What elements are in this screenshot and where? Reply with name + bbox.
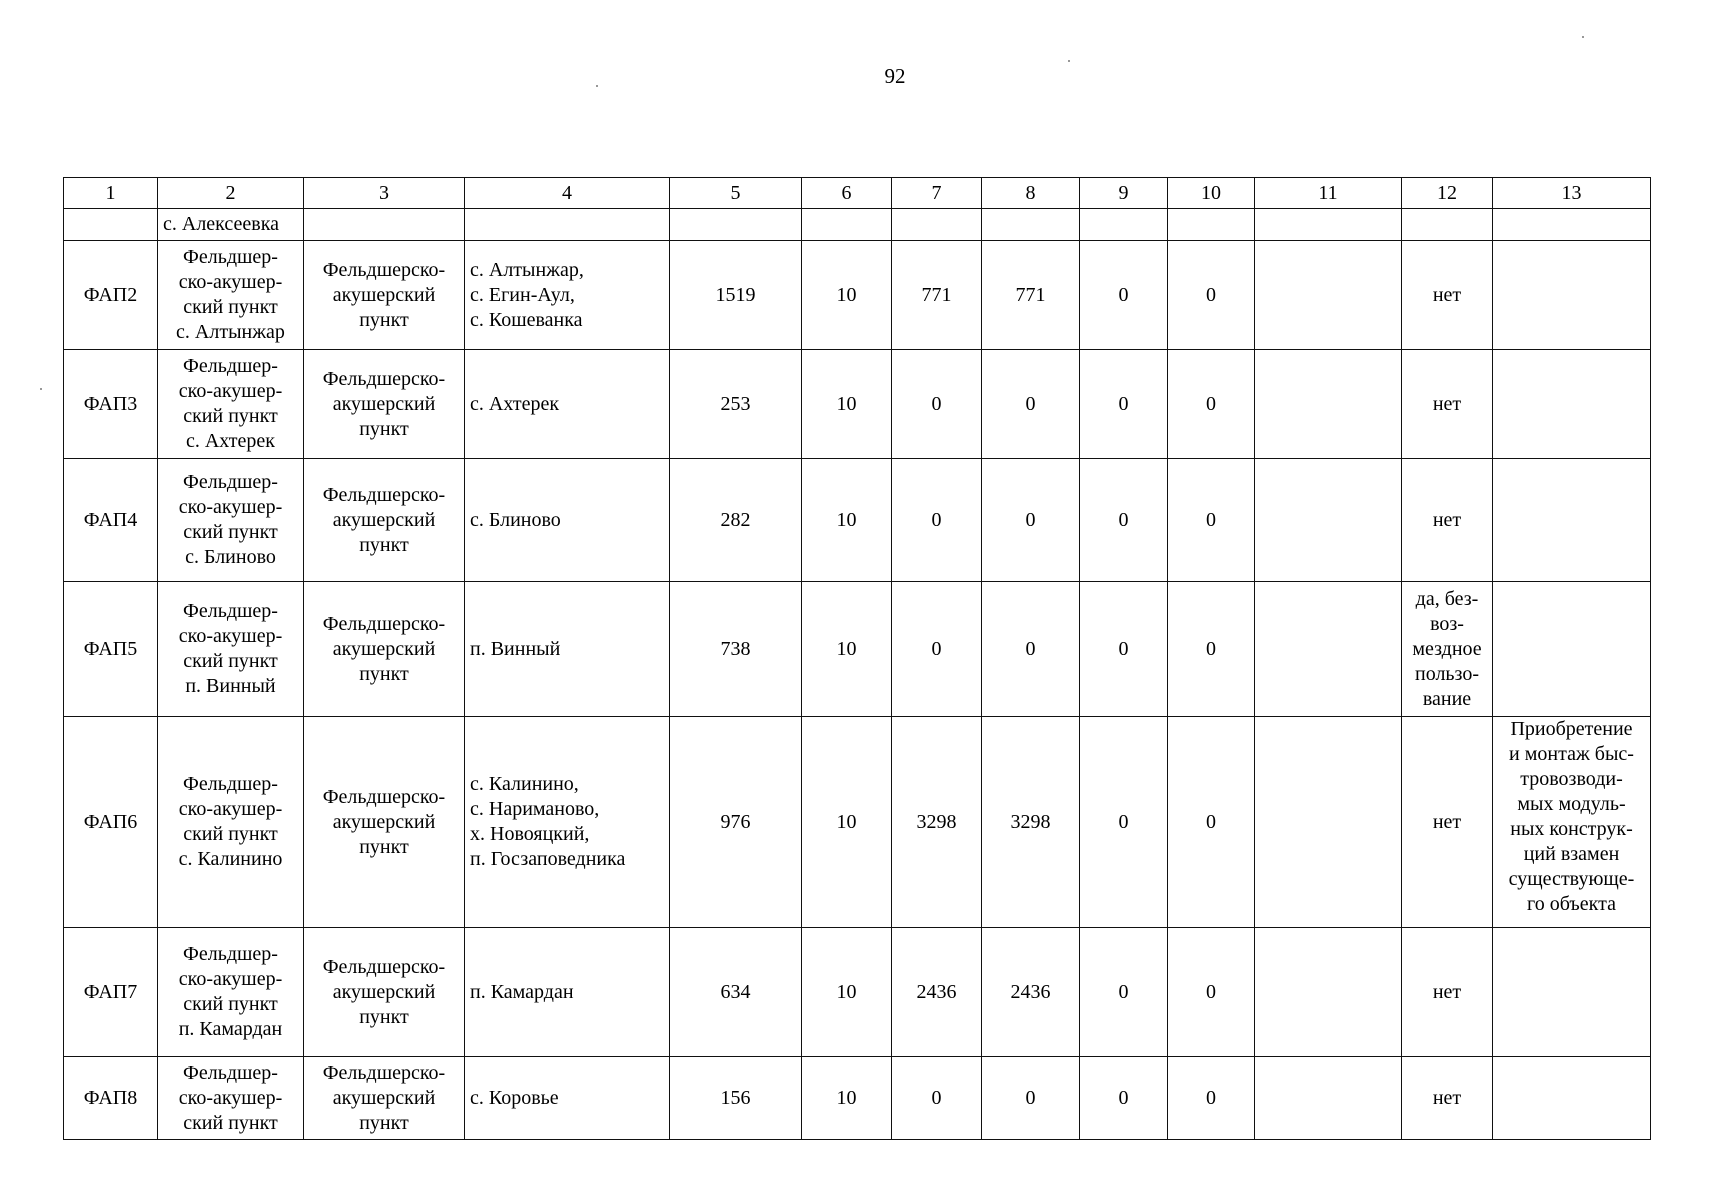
table-cell-col-8 bbox=[982, 241, 1080, 350]
cell-text: Фельдшер- ско-акушер- ский пункт п. Винный bbox=[178, 600, 283, 697]
table-cell-col-7 bbox=[892, 241, 982, 350]
cell-text: нет bbox=[1432, 392, 1462, 415]
cell-text: ФАП5 bbox=[83, 637, 138, 660]
cell-text: Фельдшерско- акушерский пункт bbox=[322, 1061, 446, 1134]
cell-text: Фельдшер- ско-акушер- ский пункт с. Алтынжар bbox=[176, 246, 285, 343]
cell-text: нет bbox=[1432, 508, 1462, 531]
table-cell-col-10 bbox=[1168, 459, 1255, 582]
table-body bbox=[64, 178, 1651, 1140]
column-number: 6 bbox=[802, 178, 892, 209]
table-row bbox=[64, 459, 1651, 582]
column-number: 5 bbox=[670, 178, 802, 209]
table-cell-col-8 bbox=[982, 928, 1080, 1057]
cell-text: 10 bbox=[836, 508, 857, 531]
table-cell-col-13 bbox=[1493, 582, 1651, 717]
table-cell-col-6 bbox=[802, 459, 892, 582]
cell-text: п. Винный bbox=[470, 637, 561, 660]
table-cell-col-1 bbox=[64, 459, 158, 582]
table-cell-col-3 bbox=[304, 928, 465, 1057]
cell-text: 0 bbox=[931, 637, 942, 660]
table-cell-col-6 bbox=[802, 209, 892, 241]
cell-text: 10 bbox=[836, 283, 857, 306]
table-cell-col-5 bbox=[670, 241, 802, 350]
cell-text: Фельдшер- ско-акушер- ский пункт с. Ахтерек bbox=[178, 355, 283, 452]
column-number: 3 bbox=[304, 178, 465, 209]
cell-text: да, без- воз- мездное пользо- вание bbox=[1412, 587, 1482, 710]
cell-text: 0 bbox=[1206, 1086, 1216, 1109]
cell-text: с. Алексеевка bbox=[163, 213, 280, 235]
table-cell-col-6 bbox=[802, 1057, 892, 1140]
table-cell-col-4 bbox=[465, 717, 670, 928]
cell-text: с. Блиново bbox=[470, 508, 561, 531]
table-cell-col-5 bbox=[670, 582, 802, 717]
cell-text: 3298 bbox=[916, 810, 957, 833]
cell-text: ФАП4 bbox=[83, 508, 138, 531]
cell-text: 2436 bbox=[916, 980, 957, 1003]
table-cell-col-12 bbox=[1402, 350, 1493, 459]
table-cell-col-5 bbox=[670, 459, 802, 582]
table-cell-col-10 bbox=[1168, 582, 1255, 717]
table-cell-col-8 bbox=[982, 209, 1080, 241]
cell-text: нет bbox=[1432, 980, 1462, 1003]
table-cell-col-13 bbox=[1493, 717, 1651, 928]
table-cell-col-6 bbox=[802, 582, 892, 717]
table-cell-col-4 bbox=[465, 459, 670, 582]
cell-text: ФАП8 bbox=[83, 1086, 138, 1109]
cell-text: 0 bbox=[931, 392, 942, 415]
cell-text: с. Ахтерек bbox=[470, 392, 560, 415]
table-cell-col-6 bbox=[802, 241, 892, 350]
cell-text: нет bbox=[1432, 1086, 1462, 1109]
column-number: 8 bbox=[982, 178, 1080, 209]
cell-text: 0 bbox=[1025, 508, 1036, 531]
table-cell-col-4 bbox=[465, 209, 670, 241]
table-cell-col-12 bbox=[1402, 1057, 1493, 1140]
column-number: 2 bbox=[158, 178, 304, 209]
table-cell-col-7 bbox=[892, 459, 982, 582]
scan-speck bbox=[1068, 60, 1070, 62]
table-cell-col-13 bbox=[1493, 459, 1651, 582]
cell-text: 10 bbox=[836, 1086, 857, 1109]
cell-text: 282 bbox=[720, 508, 751, 531]
cell-text: 0 bbox=[1206, 810, 1216, 833]
scan-speck bbox=[1582, 36, 1584, 38]
table-cell-col-7 bbox=[892, 1057, 982, 1140]
table-cell-col-7 bbox=[892, 717, 982, 928]
cell-text: 3298 bbox=[1010, 810, 1051, 833]
table-cell-col-11 bbox=[1255, 928, 1402, 1057]
cell-text: 1519 bbox=[715, 283, 756, 306]
cell-text: ФАП2 bbox=[83, 283, 138, 306]
table-cell-col-3 bbox=[304, 209, 465, 241]
table-cell-col-1 bbox=[64, 717, 158, 928]
cell-text: ФАП7 bbox=[83, 980, 138, 1003]
table-cell-col-2 bbox=[158, 209, 304, 241]
column-number: 10 bbox=[1168, 178, 1255, 209]
table-cell-col-11 bbox=[1255, 350, 1402, 459]
table-cell-col-1 bbox=[64, 1057, 158, 1140]
cell-text: 0 bbox=[1206, 637, 1216, 660]
cell-text: 0 bbox=[1025, 392, 1036, 415]
table-cell-col-8 bbox=[982, 1057, 1080, 1140]
table-cell-col-3 bbox=[304, 350, 465, 459]
table-cell-col-12 bbox=[1402, 717, 1493, 928]
table-cell-col-9 bbox=[1080, 241, 1168, 350]
cell-text: Фельдшерско- акушерский пункт bbox=[322, 785, 446, 858]
column-number: 4 bbox=[465, 178, 670, 209]
table-cell-col-7 bbox=[892, 350, 982, 459]
table-cell-col-10 bbox=[1168, 241, 1255, 350]
table-cell-col-10 bbox=[1168, 1057, 1255, 1140]
table-cell-col-9 bbox=[1080, 209, 1168, 241]
table-cell-col-13 bbox=[1493, 1057, 1651, 1140]
table-cell-col-6 bbox=[802, 350, 892, 459]
cell-text: с. Калинино, с. Нариманово, х. Новояцкий, п. Госзаповедника bbox=[470, 773, 626, 870]
table-row bbox=[64, 241, 1651, 350]
cell-text: 0 bbox=[1118, 508, 1129, 531]
column-number: 1 bbox=[64, 178, 158, 209]
cell-text: нет bbox=[1432, 810, 1462, 833]
table-cell-col-13 bbox=[1493, 241, 1651, 350]
table-cell-col-5 bbox=[670, 209, 802, 241]
column-number: 12 bbox=[1402, 178, 1493, 209]
table-cell-col-9 bbox=[1080, 459, 1168, 582]
table-row bbox=[64, 350, 1651, 459]
cell-text: 156 bbox=[720, 1086, 751, 1109]
cell-text: 10 bbox=[836, 810, 857, 833]
table-cell-col-5 bbox=[670, 350, 802, 459]
table-cell-col-7 bbox=[892, 582, 982, 717]
cell-text: 0 bbox=[1206, 980, 1216, 1003]
table-cell-col-11 bbox=[1255, 241, 1402, 350]
cell-text: 0 bbox=[1118, 392, 1129, 415]
table-cell-col-8 bbox=[982, 582, 1080, 717]
column-number-row bbox=[64, 178, 1651, 209]
table-cell-col-4 bbox=[465, 350, 670, 459]
cell-text: 0 bbox=[931, 1086, 942, 1109]
table-cell-col-9 bbox=[1080, 717, 1168, 928]
table-cell-col-13 bbox=[1493, 350, 1651, 459]
table-cell-col-8 bbox=[982, 717, 1080, 928]
cell-text: 771 bbox=[921, 283, 952, 306]
facility-table bbox=[63, 177, 1651, 1140]
cell-text: 0 bbox=[1206, 508, 1216, 531]
cell-text: 253 bbox=[720, 392, 751, 415]
table-cell-col-2 bbox=[158, 1057, 304, 1140]
cell-text: 0 bbox=[1118, 810, 1129, 833]
table-cell-col-11 bbox=[1255, 209, 1402, 241]
cell-text: 10 bbox=[836, 392, 857, 415]
table-cell-col-4 bbox=[465, 241, 670, 350]
column-number: 13 bbox=[1493, 178, 1651, 209]
table-cell-col-3 bbox=[304, 717, 465, 928]
table-cell-col-4 bbox=[465, 1057, 670, 1140]
cell-text: 0 bbox=[1118, 283, 1129, 306]
table-cell-col-2 bbox=[158, 459, 304, 582]
table-cell-col-8 bbox=[982, 350, 1080, 459]
cell-text: Фельдшер- ско-акушер- ский пункт с. Блиново bbox=[178, 471, 283, 568]
table-cell-col-11 bbox=[1255, 717, 1402, 928]
cell-text: Фельдшерско- акушерский пункт bbox=[322, 258, 446, 331]
table-cell-col-3 bbox=[304, 582, 465, 717]
cell-text: Фельдшерско- акушерский пункт bbox=[322, 367, 446, 440]
cell-text: 10 bbox=[836, 637, 857, 660]
table-cell-col-5 bbox=[670, 717, 802, 928]
table-cell-col-12 bbox=[1402, 928, 1493, 1057]
cell-text: 0 bbox=[931, 508, 942, 531]
table-cell-col-12 bbox=[1402, 582, 1493, 717]
cell-text: с. Алтынжар, с. Егин-Аул, с. Кошеванка bbox=[470, 258, 584, 331]
cell-text: Фельдшер- ско-акушер- ский пункт п. Камардан bbox=[178, 943, 283, 1040]
cell-text: Фельдшерско- акушерский пункт bbox=[322, 955, 446, 1028]
cell-text: 0 bbox=[1025, 637, 1036, 660]
cell-text: Фельдшерско- акушерский пункт bbox=[322, 483, 446, 556]
cell-text: 10 bbox=[836, 980, 857, 1003]
table-cell-col-1 bbox=[64, 582, 158, 717]
table-row bbox=[64, 582, 1651, 717]
table-cell-col-12 bbox=[1402, 459, 1493, 582]
column-number: 9 bbox=[1080, 178, 1168, 209]
table-cell-col-2 bbox=[158, 717, 304, 928]
table-cell-col-5 bbox=[670, 928, 802, 1057]
cell-text: Приобретение и монтаж быс- тровозводи- мых модуль- ных конструк- ций взамен существующе- го объекта bbox=[1508, 718, 1635, 915]
table-row bbox=[64, 209, 1651, 241]
cell-text: 0 bbox=[1118, 980, 1129, 1003]
page-number: 92 bbox=[884, 64, 906, 88]
table-cell-col-11 bbox=[1255, 459, 1402, 582]
table-cell-col-9 bbox=[1080, 928, 1168, 1057]
table-cell-col-3 bbox=[304, 459, 465, 582]
cell-text: 0 bbox=[1206, 392, 1216, 415]
table-cell-col-3 bbox=[304, 1057, 465, 1140]
table-cell-col-11 bbox=[1255, 1057, 1402, 1140]
cell-text: 0 bbox=[1025, 1086, 1036, 1109]
cell-text: нет bbox=[1432, 283, 1462, 306]
cell-text: ФАП6 bbox=[83, 810, 138, 833]
column-number: 7 bbox=[892, 178, 982, 209]
table-cell-col-2 bbox=[158, 241, 304, 350]
table-cell-col-2 bbox=[158, 928, 304, 1057]
table-cell-col-7 bbox=[892, 928, 982, 1057]
table-cell-col-2 bbox=[158, 582, 304, 717]
table-cell-col-6 bbox=[802, 717, 892, 928]
table-cell-col-5 bbox=[670, 1057, 802, 1140]
cell-text: 0 bbox=[1118, 1086, 1129, 1109]
table-cell-col-7 bbox=[892, 209, 982, 241]
cell-text: 771 bbox=[1015, 283, 1046, 306]
table-cell-col-13 bbox=[1493, 928, 1651, 1057]
cell-text: 0 bbox=[1118, 637, 1129, 660]
table-cell-col-12 bbox=[1402, 241, 1493, 350]
cell-text: 976 bbox=[720, 810, 751, 833]
table-cell-col-12 bbox=[1402, 209, 1493, 241]
cell-text: с. Коровье bbox=[470, 1086, 559, 1109]
table-row bbox=[64, 928, 1651, 1057]
cell-text: 738 bbox=[720, 637, 751, 660]
cell-text: Фельдшерско- акушерский пункт bbox=[322, 612, 446, 685]
table-cell-col-4 bbox=[465, 582, 670, 717]
cell-text: 0 bbox=[1206, 283, 1216, 306]
table-cell-col-1 bbox=[64, 928, 158, 1057]
table-cell-col-2 bbox=[158, 350, 304, 459]
cell-text: ФАП3 bbox=[83, 392, 138, 415]
table-row bbox=[64, 717, 1651, 928]
scan-speck bbox=[40, 388, 42, 390]
table-cell-col-6 bbox=[802, 928, 892, 1057]
cell-text: 634 bbox=[720, 980, 751, 1003]
cell-text: Фельдшер- ско-акушер- ский пункт bbox=[178, 1061, 283, 1134]
table-cell-col-9 bbox=[1080, 582, 1168, 717]
table-row bbox=[64, 1057, 1651, 1140]
cell-text: 2436 bbox=[1010, 980, 1051, 1003]
table-cell-col-10 bbox=[1168, 350, 1255, 459]
scan-speck bbox=[596, 85, 598, 87]
table-cell-col-8 bbox=[982, 459, 1080, 582]
table-cell-col-10 bbox=[1168, 928, 1255, 1057]
table-cell-col-13 bbox=[1493, 209, 1651, 241]
table-cell-col-1 bbox=[64, 209, 158, 241]
table-cell-col-10 bbox=[1168, 717, 1255, 928]
table-cell-col-11 bbox=[1255, 582, 1402, 717]
cell-text: п. Камардан bbox=[470, 980, 574, 1003]
table-cell-col-9 bbox=[1080, 350, 1168, 459]
table-cell-col-9 bbox=[1080, 1057, 1168, 1140]
table-cell-col-1 bbox=[64, 241, 158, 350]
table-cell-col-1 bbox=[64, 350, 158, 459]
table-cell-col-4 bbox=[465, 928, 670, 1057]
column-number: 11 bbox=[1255, 178, 1402, 209]
table-cell-col-3 bbox=[304, 241, 465, 350]
table-cell-col-10 bbox=[1168, 209, 1255, 241]
cell-text: Фельдшер- ско-акушер- ский пункт с. Калинино bbox=[178, 773, 283, 870]
